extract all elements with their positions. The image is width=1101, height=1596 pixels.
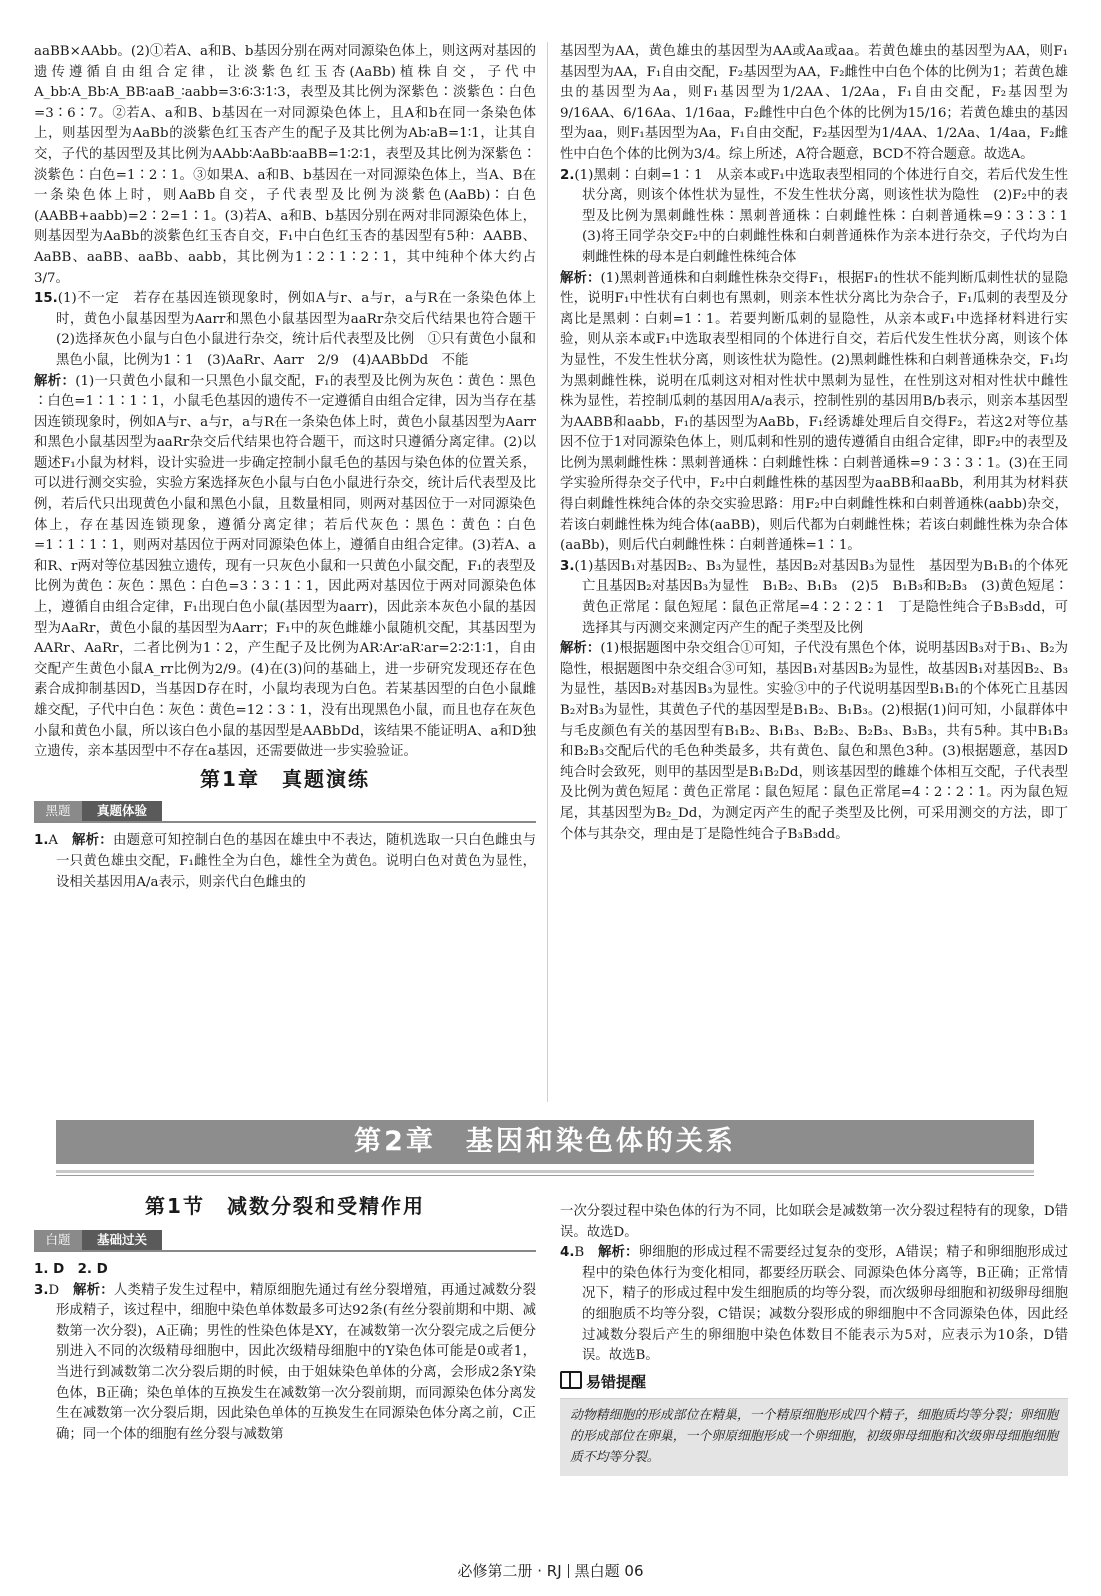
answer-text: (1)不一定 若存在基因连锁现象时，例如A与r、a与r，a与R在一条染色体上时，黄色小鼠基因型为Aarr和黑色小鼠基因型为aaRr杂交后代结果也符合题干 (2)选择灰色小鼠与白色小鼠进行杂交，统计后代表型及比例 ①只有黄色小鼠和黑色小鼠，比例为1∶1 (3)AaRr、Aarr 2/9 (4)AABbDd 不能 xyxy=(56,291,550,368)
book-icon xyxy=(560,1371,582,1389)
answers-1-2: 1. D 2. D xyxy=(34,1262,108,1277)
answer-text: D xyxy=(48,1282,60,1298)
question-number: 15. xyxy=(34,291,58,307)
section-title: 第1节 减数分裂和受精作用 xyxy=(145,1194,425,1218)
column-4 xyxy=(560,1202,1068,1476)
answer-text: (1)黑刺∶白刺=1∶1 从亲本或F₁中选取表型相同的个体进行自交，若后代发生性状分离，则该个体性状为显性，不发生性状分离，则该性状为隐性 (2)F₂中的表型及比例为黑刺雌性株∶黑刺普通株∶白刺雌性株∶白刺普通株=9∶3∶3∶1 (3)将王同学杂交F₂中的白刺雌性株和白刺普通株作为亲本进行杂交，子代均为白刺雌性株的母本是白刺雌性株纯合体 xyxy=(574,167,1082,265)
question-number: 4. xyxy=(560,1245,575,1261)
column-3 xyxy=(34,1260,536,1445)
analysis-2 xyxy=(560,269,1068,557)
analysis-label: 解析： xyxy=(72,833,113,849)
tag-basic: 基础过关 xyxy=(82,1230,162,1250)
tip-box: 动物精细胞的形成部位在精巢，一个精原细胞形成四个精子，细胞质均等分裂；卵细胞的形成部位在卵巢，一个卵原细胞形成一个卵细胞，初级卵母细胞和次级卵母细胞细胞质不均等分裂。 xyxy=(560,1398,1068,1476)
analysis-15 xyxy=(34,372,536,763)
tag-white: 白题 xyxy=(34,1230,82,1250)
paragraph-q14-continuation: aaBB×AAbb。(2)①若A、a和B、b基因分别在两对同源染色体上，则这两对基因的遗传遵循自由组合定律，让淡紫色红玉杏(AaBb)植株自交，子代中A_bb∶A_Bb∶A_BB∶aaB_∶aabb=3∶6∶3∶1∶3，表型及其比例为深紫色∶淡紫色∶白色=3∶6∶7。②若A、a和B、b基因在一对同源染色体上，且A和b在同一条染色体上，则基因型为AaBb的淡紫色红玉杏产生的配子及其比例为Ab∶aB=1∶1，让其自交，子代的基因型及其比例为AAbb∶AaBb∶aaBB=1∶2∶1，表型及其比例为深紫色∶淡紫色∶白色=1∶2∶1。③如果A、a和B、b基因在一对同源染色体上，当A、B在一条染色体上时，则AaBb自交，子代表型及比例为淡紫色(AaBb)∶白色(AABB+aabb)=2∶2=1∶1。(3)若A、a和B、b基因分别在两对非同源染色体上，则基因型为AaBb的淡紫色红玉杏自交，F₁中白色红玉杏的基因型有5种：AABB、AaBB、aaBB、aaBb、aabb，其比例为1∶2∶1∶2∶1，其中纯种个体大约占3/7。 xyxy=(34,44,536,286)
question-3-sec xyxy=(34,1281,536,1446)
question-number: 1. xyxy=(34,833,49,849)
column-2 xyxy=(560,42,1082,845)
analysis-text: (1)一只黄色小鼠和一只黑色小鼠交配，F₁的表型及比例为灰色∶黄色∶黑色∶白色=1∶1∶1∶1，小鼠毛色基因的遗传不一定遵循自由组合定律，因为当存在基因连锁现象时，例如A与r、a与r，a与R在一条染色体上时，黄色小鼠基因型为Aarr和黑色小鼠基因型为aaRr杂交后代结果也符合题干，而这时只遵循分离定律。(2)以题述F₁小鼠为材料，设计实验进一步确定控制小鼠毛色的基因与染色体的位置关系，可以进行测交实验，实验方案选择灰色小鼠与白色小鼠进行杂交，统计后代表型及比例，若后代只出现黄色小鼠和黑色小鼠，且数量相同，则两对基因位于一对同源染色体上，存在基因连锁现象，遵循分离定律；若后代灰色∶黑色∶黄色∶白色=1∶1∶1∶1，则两对基因位于两对同源染色体上，遵循自由组合定律。(3)若A、a和R、r两对等位基因独立遗传，现有一只灰色小鼠和一只黄色小鼠交配，F₁的表型及比例为黄色∶灰色∶黑色∶白色=3∶3∶1∶1，因此两对基因位于两对同源染色体上，遵循自由组合定律，F₁出现白色小鼠(基因型为aarr)，因此亲本灰色小鼠的基因型为AaRr，黄色小鼠的基因型为Aarr；F₁中的灰色雌雄小鼠随机交配，其基因型为AARr、AaRr，二者比例为1∶2，产生配子及比例为AR∶Ar∶aR∶ar=2∶2∶1∶1，自由交配产生黄色小鼠A_rr比例为2/9。(4)在(3)问的基础上，进一步研究发现还存在色素合成抑制基因D，当基因D存在时，小鼠均表现为白色。若某基因型的白色小鼠雌雄交配，子代中白色∶灰色∶黄色=12∶3∶1，没有出现黑色小鼠，而且也存在灰色小鼠和黄色小鼠，所以该白色小鼠的基因型是AABbDd，该结果不能证明A、a和D独立遗传，亲本基因型中不存在a基因，还需要做进一步实验验证。 xyxy=(34,373,537,760)
analysis-label: 解析： xyxy=(73,1282,114,1298)
analysis-text: 卵细胞的形成过程不需要经过复杂的变形，A错误；精子和卵细胞形成过程中的染色体行为变化相同，都要经历联会、同源染色体分离等，B正确；正常情况下，精子的形成过程中发生细胞质的均等分裂，而次级卵母细胞和初级卵母细胞的细胞质不均等分裂，C错误；减数分裂形成的卵细胞中不含同源染色体，因此经过减数分裂后产生的卵细胞中染色体数目不能表示为5对，应表示为10条，D错误。故选B。 xyxy=(582,1245,1069,1364)
answer-text: (1)基因B₁对基因B₂、B₃为显性，基因B₂对基因B₃为显性 基因型为B₁B₁的个体死亡且基因B₂对基因B₃为显性 B₁B₂、B₁B₃ (2)5 B₁B₃和B₂B₃ (3)黄色短尾∶黄色正常尾∶鼠色短尾∶鼠色正常尾=4∶2∶2∶1 丁是隐性纯合子B₃B₃dd，可选择其与丙测交来测定丙产生的配子类型及比例 xyxy=(574,558,1068,636)
answer-text: A xyxy=(48,833,59,849)
tip-header xyxy=(560,1371,1068,1393)
footer-page: 黑白题 06 xyxy=(574,1562,644,1580)
analysis-label: 解析： xyxy=(560,270,601,286)
answer-text: B xyxy=(574,1245,585,1261)
analysis-text: (1)黑刺普通株和白刺雌性株杂交得F₁，根据F₁的性状不能判断瓜刺性状的显隐性，说明F₁中性状有白刺也有黑刺，则亲本性状分离比为杂合子，F₁瓜刺的表型及分离比是黑刺∶白刺=1∶1。若要判断瓜刺的显隐性，从亲本或F₁中选择材料进行实验，则从亲本或F₁中选取表型相同的个体进行自交，若后代发生性状分离，则该个体为显性，不发生性状分离，则该性状为隐性。(2)黑刺雌性株和白刺普通株杂交，F₁均为黑刺雌性株，说明在瓜刺这对相对性状中黑刺为显性，在性别这对相对性状中雌性株为显性，若控制瓜刺的基因用A/a表示，控制性别的基因用B/b表示，则亲本基因型为AABB和aabb，F₁的基因型为AaBb，F₁经诱雄处理后自交得F₂，若这2对等位基因不位于1对同源染色体上，则瓜刺和性别的遗传遵循自由组合定律，即F₂中的表型及比例为黑刺雌性株∶黑刺普通株∶白刺雌性株∶白刺普通株=9∶3∶3∶1。(3)在王同学实验所得杂交子代中，F₂中白刺雌性株的基因型为aaBB和aaBb，利用其为材料获得白刺雌性株纯合体的杂交实验思路：用F₂中白刺雌性株和白刺普通株(aabb)杂交，若该白刺雌性株为纯合体(aaBB)，则后代都为白刺雌性株；若该白刺雌性株为杂合体(aaBb)，则后代白刺雌性株∶白刺普通株=1∶1。 xyxy=(560,270,1068,554)
analysis-text: 由题意可知控制白色的基因在雄虫中不表达，随机选取一只白色雌虫与一只黄色雄虫交配，F₁雌性全为白色，雄性全为黄色。说明白色对黄色为显性，设相关基因用A/a表示，则亲代白色雌虫的 xyxy=(56,833,537,890)
analysis-label: 解析： xyxy=(560,641,601,657)
tag-real-exam: 真题体验 xyxy=(82,801,162,821)
question-15 xyxy=(34,289,550,371)
paragraph-q1-continuation: 基因型为AA，黄色雄虫的基因型为AA或Aa或aa。若黄色雄虫的基因型为AA，则F₁基因型为AA，F₁自由交配，F₂基因型为AA，F₂雌性中白色个体的比例为1；若黄色雄虫的基因型为Aa，则F₁基因型为1/2AA、1/2Aa，F₁自由交配，F₂基因型为9/16AA、6/16Aa、1/16aa，F₂雌性中白色个体的比例为15/16；若黄色雄虫的基因型为aa，则F₁基因型为Aa，F₁自由交配，F₂基因型为1/4AA、1/2Aa、1/4aa，F₂雌性中白色个体的比例为3/4。综上所述，A符合题意，BCD不符合题意。故选A。 xyxy=(560,44,1068,162)
page-footer xyxy=(0,1560,1101,1581)
analysis-text: 人类精子发生过程中，精原细胞先通过有丝分裂增殖，再通过减数分裂形成精子，该过程中，细胞中染色单体数最多可达92条(有丝分裂前期和中期、减数第一次分裂)，A正确；男性的性染色体是XY，在减数第一次分裂完成之后便分别进入不同的次级精母细胞中，因此次级精母细胞中的Y染色体可能是0或者1，当进行到减数第二次分裂后期的时候，由于姐妹染色单体的分离，会形成2条Y染色体，B正确；染色单体的互换发生在减数第一次分裂前期，而同源染色体分离发生在减数第一次分裂后期，因此染色单体的互换发生在同源染色体分离之前，C正确；同一个体的细胞有丝分裂与减数第 xyxy=(56,1282,537,1442)
tag-bar-real-exam xyxy=(34,801,536,823)
question-4 xyxy=(560,1243,1068,1367)
analysis-text: (1)根据题图中杂交组合①可知，子代没有黑色个体，说明基因B₃对于B₁、B₂为隐性，根据题图中杂交组合③可知，基因B₁对基因B₂为显性，故基因B₁对基因B₂、B₃为显性，基因B₂对基因B₃为显性。实验③中的子代说明基因型B₁B₁的个体死亡且基因B₂对B₃为显性，其黄色子代的基因型是B₁B₂、B₁B₃。(2)根据(1)问可知，小鼠群体中与毛皮颜色有关的基因型有B₁B₂、B₁B₃、B₂B₂、B₂B₃、B₃B₃，共有5种。其中B₁B₃和B₂B₃交配后代的毛色种类最多，共有黄色、鼠色和黑色3种。(3)根据题意，基因D纯合时会致死，则甲的基因型是B₁B₂Dd，则该基因型的雌雄个体相互交配，子代表型及比例为黄色短尾∶黄色正常尾∶鼠色短尾∶鼠色正常尾=4∶2∶2∶1。丙为鼠色短尾，其基因型为B₂_Dd，为测定丙产生的配子类型及比例，可采用测交的方法，即丁个体与其杂交，理由是丁是隐性纯合子B₃B₃dd。 xyxy=(560,641,1069,842)
analysis-label: 解析： xyxy=(34,373,76,389)
column-divider xyxy=(547,42,548,1102)
question-number: 3. xyxy=(34,1282,49,1298)
analysis-label: 解析： xyxy=(597,1245,639,1261)
question-1 xyxy=(34,831,536,893)
chapter-practice-title: 第1章 真题演练 xyxy=(200,766,370,791)
footer-book: 必修第二册 · RJ xyxy=(457,1562,562,1580)
tag-bar-basic xyxy=(34,1230,536,1252)
question-number: 2. xyxy=(560,167,575,183)
footer-separator xyxy=(568,1564,569,1578)
paragraph-q3-continuation: 一次分裂过程中染色体的行为不同，比如联会是减数第一次分裂过程特有的现象，D错误。故选D。 xyxy=(560,1204,1068,1240)
chapter-banner: 第2章 基因和染色体的关系 xyxy=(56,1120,1034,1164)
analysis-3 xyxy=(560,639,1068,845)
question-3 xyxy=(560,557,1068,639)
question-2 xyxy=(560,166,1082,269)
tip-title: 易错提醒 xyxy=(586,1372,647,1391)
column-1 xyxy=(34,42,550,893)
question-number: 3. xyxy=(560,558,575,574)
tag-black: 黑题 xyxy=(34,801,82,821)
